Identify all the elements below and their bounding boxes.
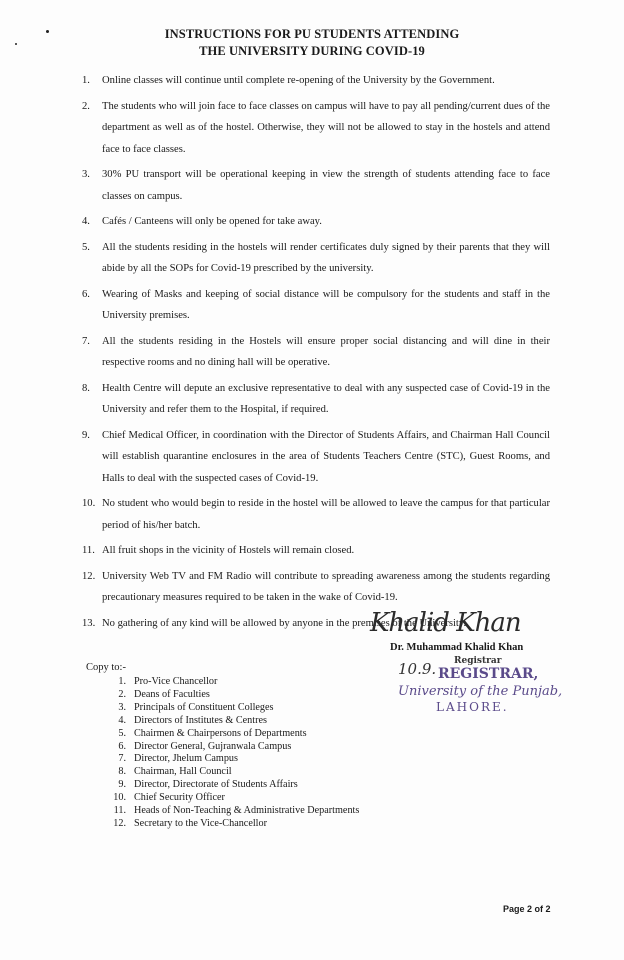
document-title — [0, 26, 624, 60]
item-number: 9. — [82, 429, 90, 441]
copy-number: 6. — [118, 740, 126, 752]
copy-number: 3. — [118, 701, 126, 713]
item-text: Online classes will continue until complete re-opening of the University by the Government. — [102, 75, 495, 86]
item-text: Health Centre will depute an exclusive representative to deal with any suspected case of Covid-19 in the University and refer them to the Hospital, if required. — [102, 382, 550, 415]
copy-item — [116, 766, 359, 779]
copy-text: Pro-Vice Chancellor — [134, 676, 218, 687]
item-text: No gathering of any kind will be allowed by anyone in the premises of the University. — [102, 617, 467, 629]
instruction-item — [80, 237, 550, 280]
item-text: All fruit shops in the vicinity of Hostels will remain closed. — [102, 545, 355, 556]
copy-item — [113, 805, 360, 818]
instructions-list — [80, 70, 550, 638]
copy-number: 5. — [118, 727, 126, 739]
copy-item — [116, 741, 359, 754]
copy-item — [113, 792, 359, 805]
instruction-item — [80, 331, 550, 374]
copy-item — [116, 702, 359, 715]
item-text: University Web TV and FM Radio will contribute to spreading awareness among the students regarding precautionary measures required to be taken in the wake of Covid-19. — [102, 570, 550, 603]
signature-block — [360, 608, 600, 718]
copy-item — [116, 715, 359, 728]
item-number: 8. — [82, 382, 90, 394]
item-text: All the students residing in the Hostels will ensure proper social distancing and will dine in their respective rooms and no dining hall will be operative. — [102, 335, 550, 368]
signatory-name: Dr. Muhammad Khalid Khan — [390, 642, 524, 653]
stamp-title: REGISTRAR, — [438, 666, 539, 682]
instruction-item — [80, 493, 550, 536]
item-number: 12. — [82, 570, 96, 582]
instruction-item — [80, 378, 550, 421]
copy-text: Directors of Institutes & Centres — [134, 714, 267, 726]
item-number: 7. — [82, 335, 90, 347]
instruction-item — [80, 70, 550, 92]
title-line: THE UNIVERSITY DURING COVID-19 — [199, 44, 425, 58]
copy-to-heading: Copy to:- — [86, 662, 126, 673]
item-number: 3. — [82, 169, 90, 180]
copy-number: 12. — [113, 817, 126, 829]
item-text: All the students residing in the hostels will render certificates duly signed by their parents that they will abide by all the SOPs for Covid-19 prescribed by the university. — [102, 241, 550, 274]
copy-number: 10. — [113, 792, 126, 804]
stamp-date: 10.9. — [398, 660, 437, 678]
copy-to-list — [113, 676, 360, 831]
copy-text: Chairmen & Chairpersons of Departments — [134, 727, 307, 739]
copy-number: 1. — [118, 676, 126, 687]
copy-text: Deans of Faculties — [134, 688, 210, 700]
instruction-item — [80, 425, 550, 490]
item-number: 6. — [82, 288, 90, 300]
item-text: Chief Medical Officer, in coordination with the Director of Students Affairs, and Chairman Hall Council will establish quarantine enclosures in the area of Students Teachers Centre (STC), Guest Rooms, and Halls to deal with the suspected cases of Covid-19. — [102, 429, 550, 484]
copy-item — [116, 689, 359, 702]
copy-text: Chairman, Hall Council — [134, 766, 232, 778]
item-text: The students who will join face to face classes on campus will have to pay all pending/current dues of the department as well as of the hostel. Otherwise, they will not be allowed to stay in the hostels and attend face to face classes. — [102, 100, 550, 155]
copy-number: 4. — [118, 714, 126, 726]
page-number: Page 2 of 2 — [503, 904, 551, 914]
instruction-item — [80, 540, 550, 562]
copy-item — [113, 817, 359, 831]
copy-number: 9. — [118, 779, 126, 791]
copy-number: 7. — [118, 753, 126, 765]
copy-number: 11. — [113, 805, 126, 817]
copy-text: Director, Directorate of Students Affairs — [134, 779, 298, 791]
handwritten-signature: Khalid Khan — [370, 608, 521, 638]
item-text: 30% PU transport will be operational keeping in view the strength of students attending face to face classes on campus. — [102, 169, 550, 202]
item-text: No student who would begin to reside in the hostel will be allowed to leave the campus for that particular period of his/her batch. — [102, 498, 550, 531]
signatory-title: Registrar — [454, 656, 502, 666]
copy-item — [116, 728, 359, 741]
instruction-item — [80, 284, 550, 327]
title-line: INSTRUCTIONS FOR PU STUDENTS ATTENDING — [164, 27, 460, 41]
stamp-university: University of the Punjab, — [398, 684, 563, 699]
copy-item — [116, 779, 359, 792]
copy-text: Chief Security Officer — [134, 792, 225, 804]
item-number: 5. — [82, 241, 90, 253]
item-number: 13. — [82, 617, 96, 629]
instruction-item — [80, 211, 550, 233]
copy-text: Heads of Non-Teaching & Administrative Departments — [134, 805, 360, 817]
copy-item — [116, 676, 359, 689]
copy-number: 8. — [118, 766, 126, 778]
instruction-item — [80, 566, 550, 609]
copy-text: Director General, Gujranwala Campus — [134, 740, 292, 752]
instruction-item — [80, 96, 550, 161]
item-number: 11. — [82, 545, 95, 556]
item-number: 2. — [82, 100, 90, 112]
instruction-item — [80, 164, 550, 207]
copy-text: Secretary to the Vice-Chancellor — [134, 817, 267, 829]
copy-number: 2. — [118, 688, 126, 700]
copy-text: Principals of Constituent Colleges — [134, 701, 274, 713]
copy-text: Director, Jhelum Campus — [134, 753, 238, 765]
item-number: 4. — [82, 216, 90, 227]
item-number: 10. — [82, 498, 96, 509]
item-text: Cafés / Canteens will only be opened for take away. — [102, 216, 322, 227]
item-number: 1. — [82, 75, 90, 86]
item-text: Wearing of Masks and keeping of social distance will be compulsory for the students and staff in the University premises. — [102, 288, 550, 321]
copy-item — [116, 753, 359, 766]
stamp-city: LAHORE. — [436, 700, 509, 714]
